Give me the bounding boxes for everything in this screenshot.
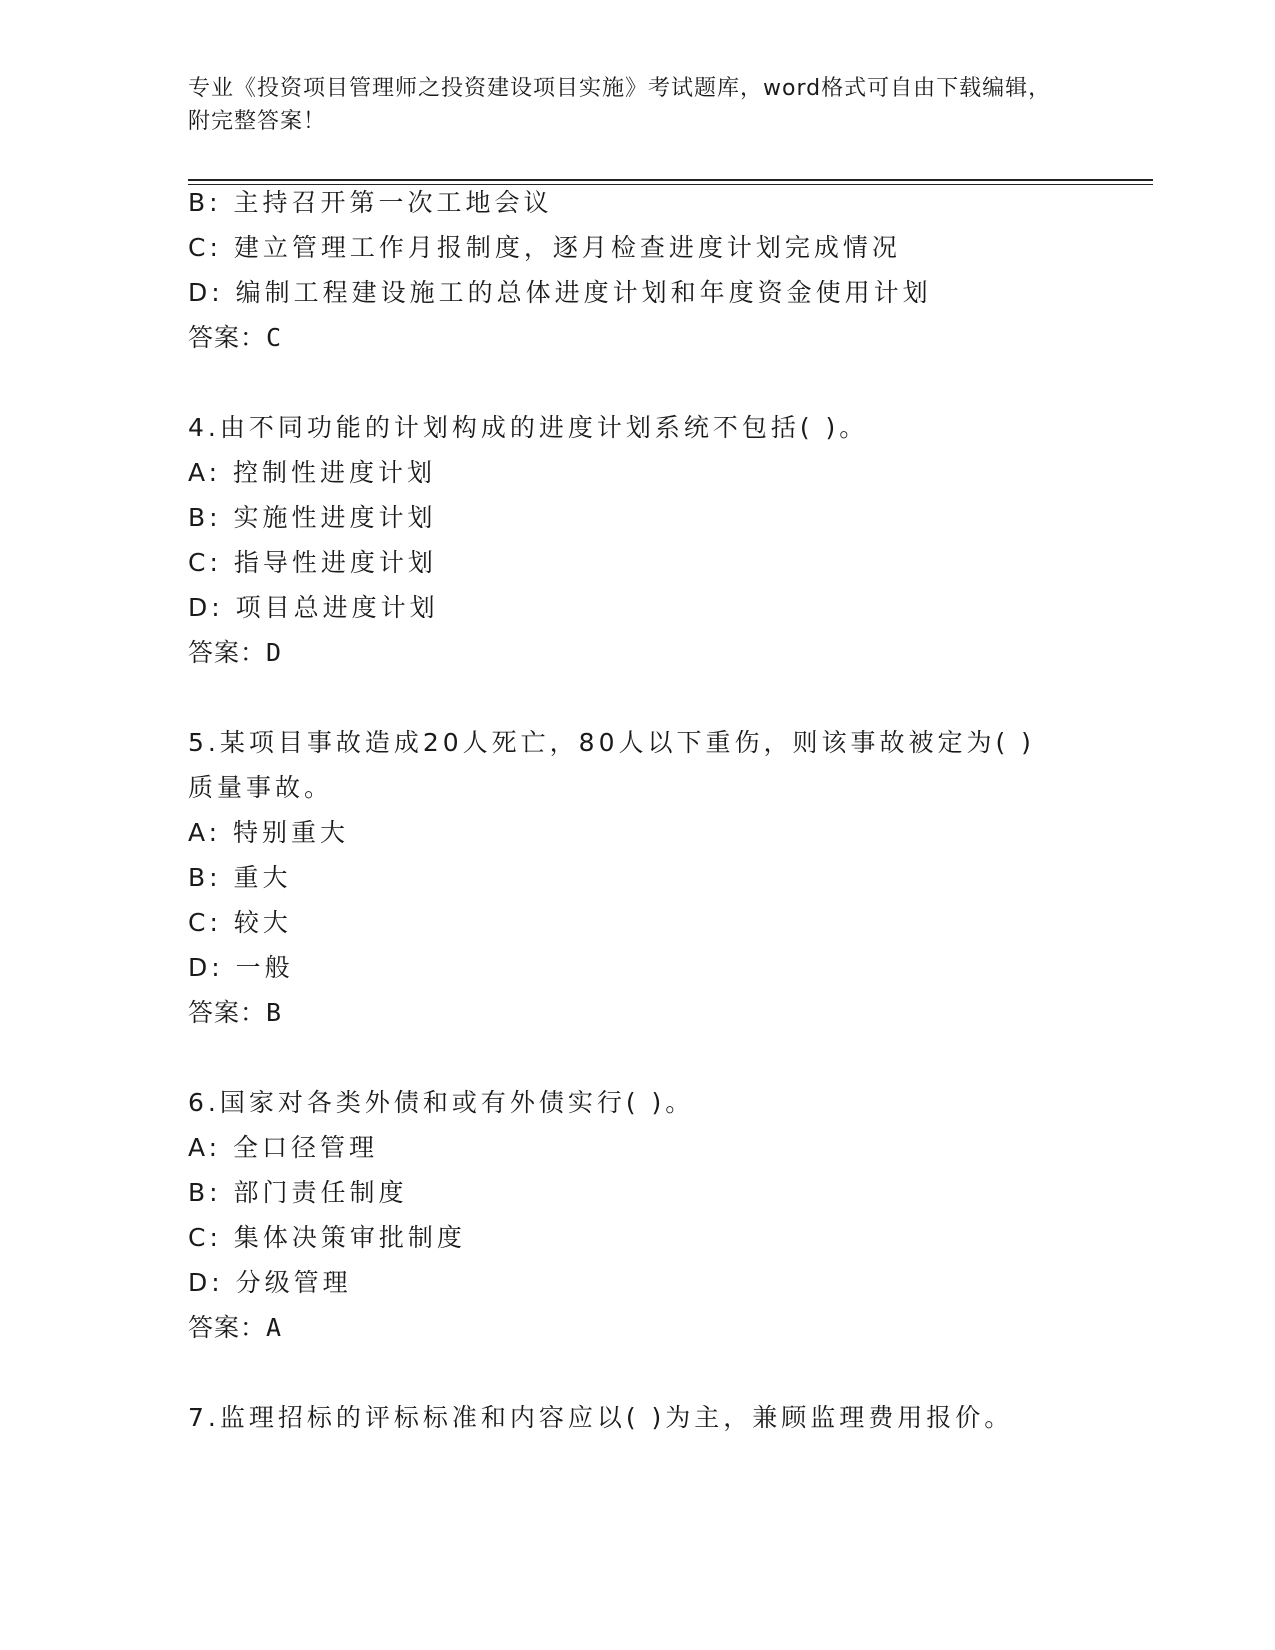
option-a-q6: A: 全口径管理 <box>188 1133 379 1162</box>
header-rule-thick <box>188 179 1153 181</box>
question-6: 6.国家对各类外债和或有外债实行( )。 <box>188 1088 695 1117</box>
option-d-q3: D: 编制工程建设施工的总体进度计划和年度资金使用计划 <box>188 278 932 307</box>
option-c-q5: C: 较大 <box>188 908 292 937</box>
option-b-q6: B: 部门责任制度 <box>188 1178 408 1207</box>
answer-q5: 答案：B <box>188 998 283 1027</box>
option-d-q5: D: 一般 <box>188 953 294 982</box>
option-b-q5: B: 重大 <box>188 863 292 892</box>
question-7: 7.监理招标的评标标准和内容应以( )为主，兼顾监理费用报价。 <box>188 1403 1014 1432</box>
question-5-cont: 质量事故。 <box>188 773 334 802</box>
option-d-q4: D: 项目总进度计划 <box>188 593 439 622</box>
option-c-q3: C: 建立管理工作月报制度，逐月检查进度计划完成情况 <box>188 233 901 262</box>
option-b-q4: B: 实施性进度计划 <box>188 503 437 532</box>
header-rule-thin <box>188 184 1153 185</box>
answer-q3: 答案：C <box>188 323 283 352</box>
answer-q4: 答案：D <box>188 638 283 667</box>
question-4: 4.由不同功能的计划构成的进度计划系统不包括( )。 <box>188 413 869 442</box>
answer-q6: 答案：A <box>188 1313 283 1342</box>
question-5: 5.某项目事故造成20人死亡，80人以下重伤，则该事故被定为( ) <box>188 728 1035 757</box>
option-b-q3: B: 主持召开第一次工地会议 <box>188 188 553 217</box>
option-a-q4: A: 控制性进度计划 <box>188 458 437 487</box>
option-d-q6: D: 分级管理 <box>188 1268 352 1297</box>
option-c-q6: C: 集体决策审批制度 <box>188 1223 466 1252</box>
option-c-q4: C: 指导性进度计划 <box>188 548 437 577</box>
option-a-q5: A: 特别重大 <box>188 818 350 847</box>
document-header: 专业《投资项目管理师之投资建设项目实施》考试题库，word格式可自由下载编辑，附完整答案！ <box>188 76 1052 134</box>
